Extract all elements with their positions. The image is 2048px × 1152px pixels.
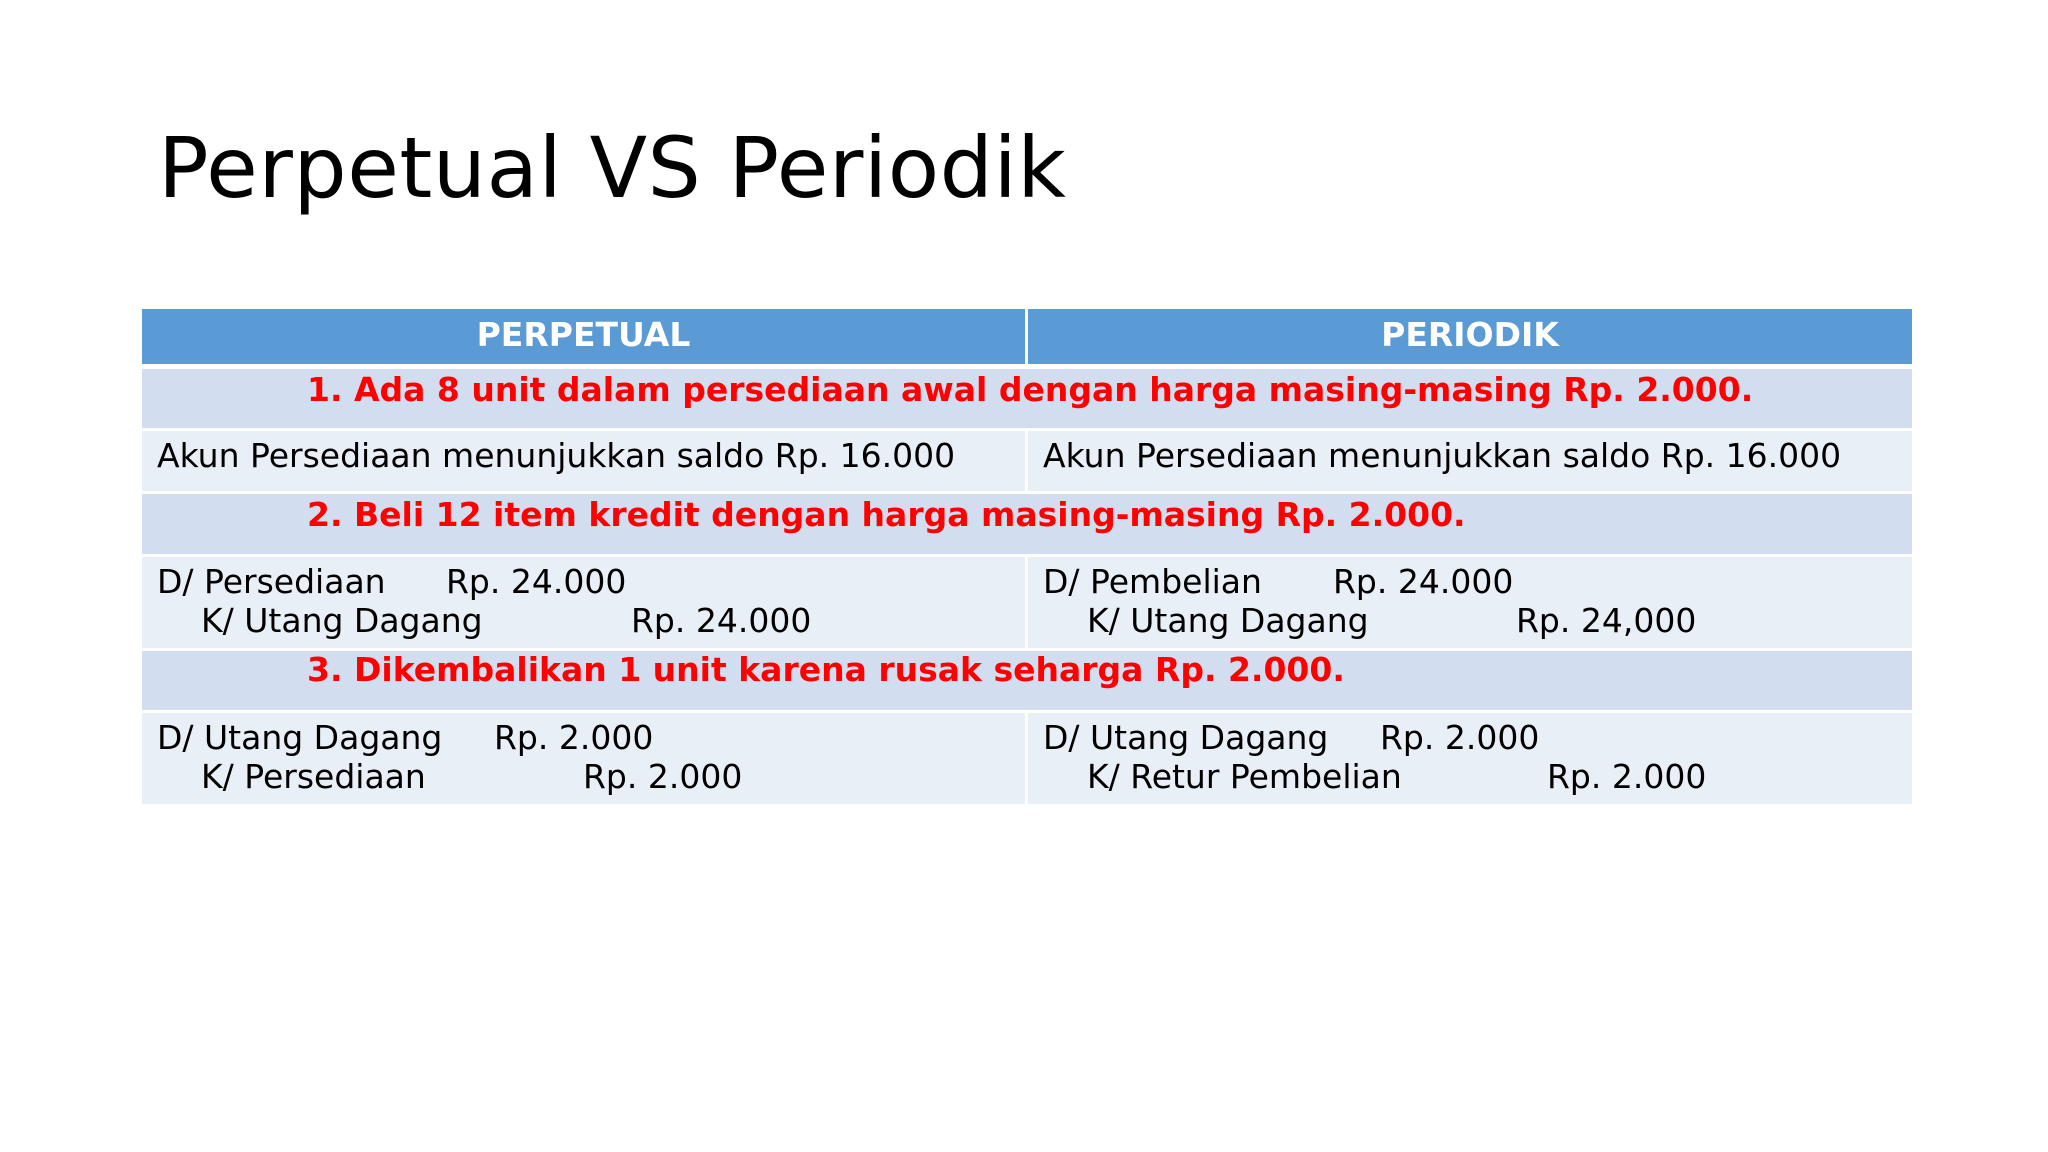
comparison-table xyxy=(142,309,1912,807)
header-periodik: PERIODIK xyxy=(1028,309,1912,369)
debit-line xyxy=(157,718,1025,757)
entry-row-2 xyxy=(142,557,1912,651)
debit-amount: Rp. 2.000 xyxy=(1380,718,1540,757)
step-row-3 xyxy=(142,651,1912,713)
credit-amount: Rp. 2.000 xyxy=(1547,757,1707,796)
credit-account: K/ Retur Pembelian xyxy=(1087,757,1402,796)
perpetual-journal-3 xyxy=(142,713,1028,807)
debit-amount: Rp. 2.000 xyxy=(494,718,654,757)
credit-line xyxy=(157,601,1025,640)
credit-amount: Rp. 24.000 xyxy=(631,601,812,640)
header-perpetual: PERPETUAL xyxy=(142,309,1028,369)
debit-account: D/ Utang Dagang xyxy=(1043,718,1329,757)
step-row-1 xyxy=(142,369,1912,431)
step-heading-3: 3. Dikembalikan 1 unit karena rusak seharga Rp. 2.000. xyxy=(142,651,1912,713)
step-heading-2: 2. Beli 12 item kredit dengan harga masing-masing Rp. 2.000. xyxy=(142,494,1912,557)
periodik-entry-1: Akun Persediaan menunjukkan saldo Rp. 16.000 xyxy=(1028,431,1912,494)
debit-account: D/ Utang Dagang xyxy=(157,718,443,757)
table-header-row xyxy=(142,309,1912,369)
debit-account: D/ Pembelian xyxy=(1043,562,1262,601)
debit-amount: Rp. 24.000 xyxy=(1333,562,1514,601)
debit-line xyxy=(1043,718,1912,757)
perpetual-entry-1: Akun Persediaan menunjukkan saldo Rp. 16.000 xyxy=(142,431,1028,494)
credit-line xyxy=(1043,601,1912,640)
credit-account: K/ Utang Dagang xyxy=(1087,601,1369,640)
slide-title: Perpetual VS Periodik xyxy=(158,119,1067,217)
credit-line xyxy=(157,757,1025,796)
credit-account: K/ Persediaan xyxy=(201,757,426,796)
periodik-journal-3 xyxy=(1028,713,1912,807)
entry-row-1 xyxy=(142,431,1912,494)
debit-line xyxy=(157,562,1025,601)
credit-amount: Rp. 24,000 xyxy=(1516,601,1697,640)
credit-account: K/ Utang Dagang xyxy=(201,601,483,640)
perpetual-journal-2 xyxy=(142,557,1028,651)
periodik-journal-2 xyxy=(1028,557,1912,651)
debit-account: D/ Persediaan xyxy=(157,562,386,601)
credit-line xyxy=(1043,757,1912,796)
entry-row-3 xyxy=(142,713,1912,807)
debit-line xyxy=(1043,562,1912,601)
step-heading-1: 1. Ada 8 unit dalam persediaan awal dengan harga masing-masing Rp. 2.000. xyxy=(142,369,1912,431)
credit-amount: Rp. 2.000 xyxy=(583,757,743,796)
debit-amount: Rp. 24.000 xyxy=(446,562,627,601)
step-row-2 xyxy=(142,494,1912,557)
